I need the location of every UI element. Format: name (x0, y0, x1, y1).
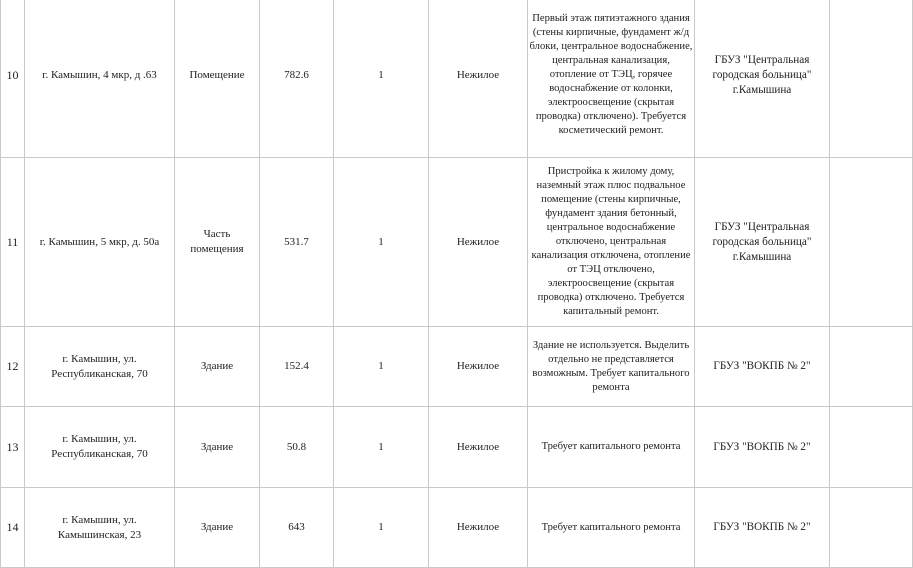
purpose-cell: Нежилое (429, 0, 528, 158)
object-type-cell: Помещение (175, 0, 260, 158)
organization-cell: ГБУЗ "ВОКПБ № 2" (695, 488, 830, 568)
description-cell: Требует капитального ремонта (528, 488, 695, 568)
count-cell: 1 (334, 158, 429, 327)
purpose-cell: Нежилое (429, 488, 528, 568)
organization-cell: ГБУЗ "Центральная городская больница" г.Камышина (695, 0, 830, 158)
description-cell: Требует капитального ремонта (528, 407, 695, 488)
table-row (1, 0, 913, 158)
organization-cell: ГБУЗ "ВОКПБ № 2" (695, 327, 830, 407)
table-row (1, 158, 913, 327)
table-row (1, 327, 913, 407)
count-cell: 1 (334, 327, 429, 407)
object-type-cell: Часть помещения (175, 158, 260, 327)
empty-cell (830, 158, 913, 327)
empty-cell (830, 488, 913, 568)
description-cell: Первый этаж пятиэтажного здания (стены кирпичные, фундамент ж/д блоки, центральное водоснабжение, центральная канализация, отопление от ТЭЦ, горячее водоснабжение от колонки, электроосвещение (скрытая проводка) отключено). Требуется косметический ремонт. (528, 0, 695, 158)
area-cell: 643 (260, 488, 334, 568)
purpose-cell: Нежилое (429, 407, 528, 488)
count-cell: 1 (334, 407, 429, 488)
address-cell: г. Камышин, ул. Республиканская, 70 (25, 327, 175, 407)
address-cell: г. Камышин, ул. Камышинская, 23 (25, 488, 175, 568)
area-cell: 782.6 (260, 0, 334, 158)
table-row (1, 407, 913, 488)
description-cell: Здание не используется. Выделить отдельно не представляется возможным. Требует капитального ремонта (528, 327, 695, 407)
object-type-cell: Здание (175, 407, 260, 488)
purpose-cell: Нежилое (429, 158, 528, 327)
organization-cell: ГБУЗ "Центральная городская больница" г.Камышина (695, 158, 830, 327)
address-cell: г. Камышин, 5 мкр, д. 50а (25, 158, 175, 327)
row-number: 12 (1, 327, 25, 407)
description-cell: Пристройка к жилому дому, наземный этаж плюс подвальное помещение (стены кирпичные, фундамент здания бетонный, центральное водоснабжение отключено, центральная канализация отключена, отопление от ТЭЦ отключено, электроосвещение (скрытая проводка) отключено. Требуется капитальный ремонт. (528, 158, 695, 327)
object-type-cell: Здание (175, 488, 260, 568)
empty-cell (830, 0, 913, 158)
row-number: 13 (1, 407, 25, 488)
row-number: 11 (1, 158, 25, 327)
count-cell: 1 (334, 0, 429, 158)
address-cell: г. Камышин, 4 мкр, д .63 (25, 0, 175, 158)
object-type-cell: Здание (175, 327, 260, 407)
empty-cell (830, 327, 913, 407)
area-cell: 50.8 (260, 407, 334, 488)
address-cell: г. Камышин, ул. Республиканская, 70 (25, 407, 175, 488)
organization-cell: ГБУЗ "ВОКПБ № 2" (695, 407, 830, 488)
area-cell: 531.7 (260, 158, 334, 327)
area-cell: 152.4 (260, 327, 334, 407)
row-number: 14 (1, 488, 25, 568)
table-row (1, 488, 913, 568)
count-cell: 1 (334, 488, 429, 568)
row-number: 10 (1, 0, 25, 158)
purpose-cell: Нежилое (429, 327, 528, 407)
empty-cell (830, 407, 913, 488)
